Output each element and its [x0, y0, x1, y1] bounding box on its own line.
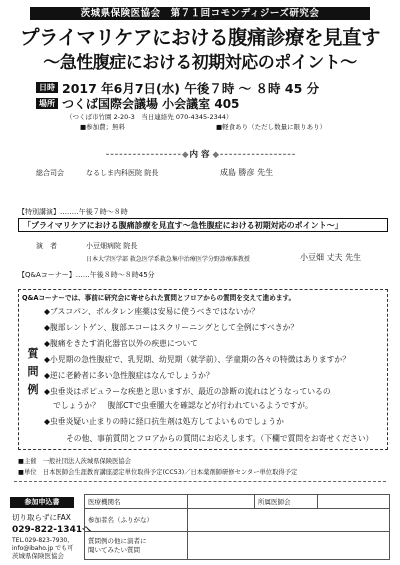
question-label-line1: 質問例の他に演者に [88, 537, 147, 546]
content-heading-text: 内 容 [189, 150, 210, 160]
sponsor-note: ■主催 一般社団法人茨城県保険医協会 [18, 458, 131, 465]
qa-item: ◆虫垂炎疑い止まりの時に経口抗生剤は処方してよいものでしょうか [44, 417, 284, 426]
participant-label: 参加者名（ふりがな） [85, 509, 188, 531]
main-title-line1: プライマリケアにおける腹痛診療を見直す [19, 26, 381, 49]
qa-item: ◆ブスコパン、ボルタレン座薬は安易に使うべきではないか？ [44, 307, 260, 316]
fax-number-line [12, 522, 91, 535]
qa-intro: Q&Aコーナーでは、事前に研究会に寄せられた質問とフロアからの質問を交えて進めます。 [22, 294, 296, 302]
qa-item: ◆腹痛をきたす消化器官以外の疾患について [44, 339, 198, 348]
lecture-header: 【特別講演】‥‥‥‥午後７時～８時 [18, 208, 128, 216]
qa-header: 【Q&Aコーナー】‥‥‥午後８時～８時45分 [18, 271, 155, 279]
application-form [84, 494, 390, 560]
qa-side-label [26, 345, 40, 399]
clinic-label: 医療機関名 [85, 495, 188, 509]
header-band: 茨城県保険医協会 第７１回コモンディジーズ研究会 [30, 7, 370, 20]
event-venue: つくば国際会議場 小会議室 405 [62, 97, 240, 111]
qa-closing: その他、事前質問とフロアからの質問にお応えします。（下欄で質問をお寄せください） [66, 434, 374, 443]
event-date: 2017 年6月7日(水) 午後７時 ～ ８時 45 分 [62, 81, 320, 96]
venue-label: 場所 [36, 98, 58, 109]
fee-note: ■参加費；無料 [80, 123, 126, 131]
fax-suffix: へ [82, 525, 92, 535]
content-heading [10, 148, 390, 160]
heading-dash-left: - - - - - - - - - - - - - - - - - ◆ [105, 150, 190, 160]
qa-item: ◆虫垂炎はポピュラーな疾患と思いますが、最近の診断の流れはどうなっているの [44, 387, 331, 396]
qa-side-char: 質 [27, 347, 39, 360]
fax-number: 029-822-1341 [12, 525, 83, 535]
qa-item: ◆小児期の急性腹症で、乳児期、幼児期（就学前）、学童期の各々の特徴はありますか？ [44, 355, 351, 364]
question-label [85, 531, 188, 559]
speaker-affiliation-1: 小豆畑病院 院長 [86, 242, 138, 250]
moderator-affiliation: なるしま内科医院 院長 [86, 169, 159, 177]
speaker-name: 小豆畑 丈夫 先生 [300, 253, 362, 262]
qa-item: ◆逆に老齢者に多い急性腹症はなんでしょうか？ [44, 371, 214, 380]
date-label: 日時 [36, 82, 58, 93]
fax-note: 切り取らずにFAX [12, 513, 71, 522]
moderator-name: 成島 勝彦 先生 [220, 168, 274, 177]
lecture-title-box: 「プライマリケアにおける腹痛診療を見直す～急性腹症における初期対応のポイント～」 [18, 218, 388, 232]
email-note: info@ibaho.jp でも可 [12, 545, 74, 552]
branch-label: 所属医師会 [255, 495, 318, 509]
main-title-line2: ～急性腹症における初期対応のポイント～ [43, 53, 357, 73]
apply-badge: 参加申込書 [10, 497, 74, 508]
qa-item: ◆腹部レントゲン、腹部エコーはスクリーニングとして全例にすべきか？ [44, 323, 299, 332]
participant-input[interactable] [188, 509, 390, 531]
org-note: 茨城県保険医協会 [12, 552, 64, 560]
speaker-affiliation-2: 日本大学医学部 救急医学系救急集中治療医学分野診療准教授 [86, 256, 250, 263]
question-input[interactable] [188, 531, 390, 559]
qa-side-char: 問 [27, 365, 39, 378]
clinic-input[interactable] [188, 495, 255, 509]
heading-dash-right: ◆ - - - - - - - - - - - - - - - - - [212, 150, 295, 160]
dinner-note: ■軽食あり（ただし数量に限りあり） [216, 123, 327, 131]
tel-note: TEL.029-823-7930、 [12, 537, 74, 544]
question-label-line2: 聞いてみたい質問 [88, 546, 140, 555]
credit-note: ■単位 日本医師会生涯教育講座認定単位取得予定(CC53)／日本薬剤師研修センター単位取得予定 [18, 469, 298, 476]
branch-input[interactable] [318, 495, 390, 509]
speaker-role: 演 者 [36, 242, 57, 250]
cut-line [14, 481, 386, 482]
moderator-role: 総合司会 [36, 169, 64, 177]
venue-address: （つくば市竹園 2-20-3 当日連絡先 070-4345-2344） [66, 113, 233, 121]
qa-side-char: 例 [27, 383, 39, 396]
qa-item-continued: でしょうか？ 腹部CTで虫垂腫大を確認などが行われているようですが。 [53, 401, 313, 410]
